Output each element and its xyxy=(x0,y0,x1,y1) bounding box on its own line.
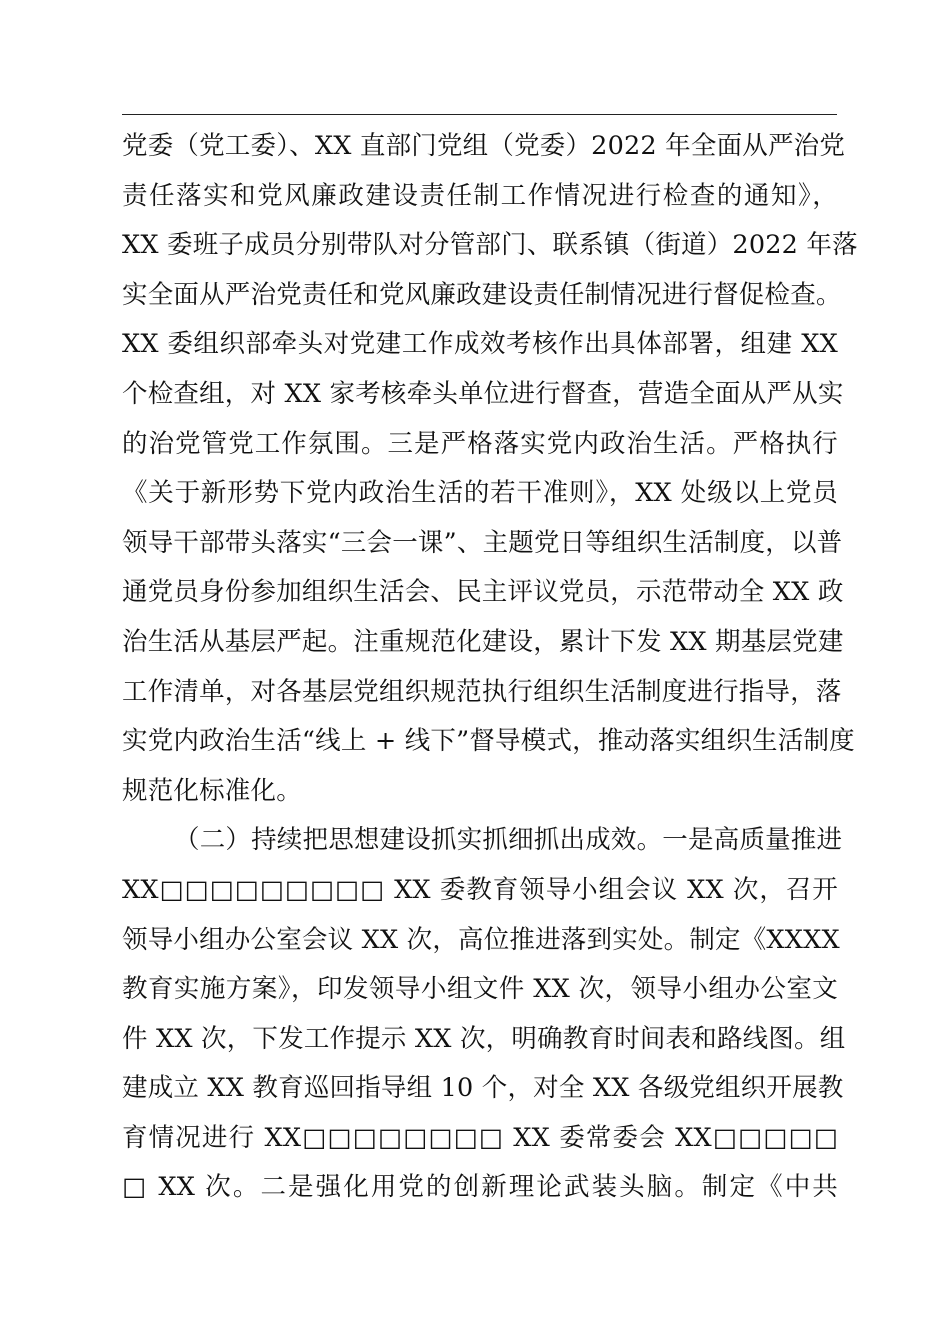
text-line: 育情况进行 XX□□□□□□□□ XX 委常委会 XX□□□□□ xyxy=(122,1122,838,1153)
text-line: 实全面从严治党责任和党风廉政建设责任制情况进行督促检查。 xyxy=(122,279,842,310)
text-line: 领导小组办公室会议 XX 次，高位推进落到实处。制定《XXXX xyxy=(122,924,840,955)
text-line: XX□□□□□□□□□ XX 委教育领导小组会议 XX 次，召开 xyxy=(122,874,838,905)
text-line: XX 委组织部牵头对党建工作成效考核作出具体部署，组建 XX xyxy=(122,329,838,360)
text-line: 工作清单，对各基层党组织规范执行组织生活制度进行指导，落 xyxy=(122,676,842,707)
text-line: 教育实施方案》，印发领导小组文件 XX 次，领导小组办公室文 xyxy=(122,974,838,1005)
paragraph-end-line: 规范化标准化。 xyxy=(122,775,302,806)
header-rule xyxy=(122,114,837,115)
text-line: 个检查组，对 XX 家考核牵头单位进行督查，营造全面从严从实 xyxy=(122,378,844,409)
text-line: 责任落实和党风廉政建设责任制工作情况进行检查的通知》， xyxy=(122,180,838,211)
text-line: 件 XX 次，下发工作提示 XX 次，明确教育时间表和路线图。组 xyxy=(122,1023,846,1054)
section-heading-line: （二）持续把思想建设抓实抓细抓出成效。一是高质量推进 xyxy=(174,825,843,856)
text-line: 建成立 XX 教育巡回指导组 10 个，对全 XX 各级党组织开展教 xyxy=(122,1073,844,1104)
document-body xyxy=(122,122,858,1213)
text-line: □ XX 次。二是强化用党的创新理论武装头脑。制定《中共 xyxy=(122,1172,838,1203)
text-line: 通党员身份参加组织生活会、民主评议党员，示范带动全 XX 政 xyxy=(122,577,844,608)
text-line: 实党内政治生活“线上 + 线下”督导模式，推动落实组织生活制度 xyxy=(122,726,855,757)
text-line: 党委（党工委）、XX 直部门党组（党委）2022 年全面从严治党 xyxy=(122,131,846,161)
text-line: 《关于新形势下党内政治生活的若干准则》，XX 处级以上党员 xyxy=(122,478,838,509)
text-line: 的治党管党工作氛围。三是严格落实党内政治生活。严格执行 xyxy=(122,428,838,459)
text-line: XX 委班子成员分别带队对分管部门、联系镇（街道）2022 年落 xyxy=(122,230,858,261)
text-line: 治生活从基层严起。注重规范化建设，累计下发 XX 期基层党建 xyxy=(122,626,844,657)
text-line: 领导干部带头落实“三会一课”、主题党日等组织生活制度，以普 xyxy=(122,527,843,558)
